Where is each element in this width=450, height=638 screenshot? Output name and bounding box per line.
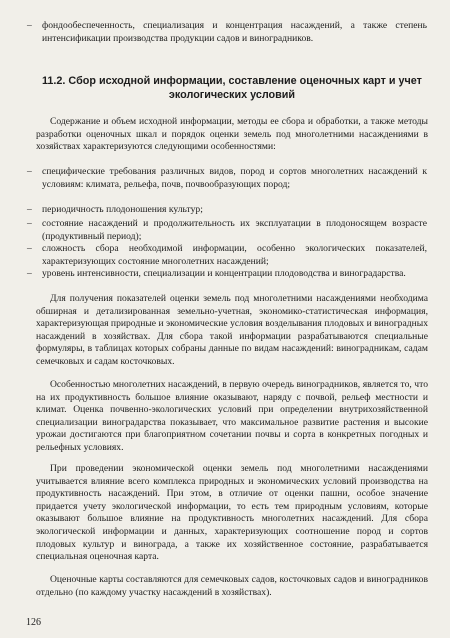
- page-number: 126: [26, 617, 41, 628]
- list-item-text: уровень интенсивности, специализации и концентрации плодоводства и виноградарства.: [42, 268, 406, 279]
- list-item-text: состояние насаждений и продолжительность их эксплуатации в плодоносящем возрасте (продуктивный период);: [42, 218, 427, 242]
- dash-bullet: –: [27, 218, 32, 229]
- list-item: [27, 243, 427, 268]
- list-item: [27, 166, 427, 191]
- dash-bullet: –: [27, 166, 32, 177]
- list-item: [27, 218, 427, 243]
- dash-bullet: –: [27, 20, 32, 31]
- dash-bullet: –: [27, 243, 32, 254]
- list-item-text: фондообеспеченность, специализация и концентрация насаждений, а также степень интенсификации производства продукции садов и виноградников.: [42, 20, 427, 44]
- body-paragraph: При проведении экономической оценки земель под многолетними насаждениями учитывается влияние всего комплекса природных и экономических условий производства на продуктивность насаждений. При этом, в отличие от оценки пашни, особое значение придается учету экологической информации, то есть тем природным условиям, которые оказывают большое влияние на продуктивность многолетних насаждений. Для сбора экологической информации и данных, характеризующих соотношение пород и сортов плодовых культур и винограда, а также их хозяйственное состояние, разрабатывается специальная оценочная карта.: [36, 463, 428, 563]
- section-heading: 11.2. Сбор исходной информации, составление оценочных карт и учет экологических условий: [42, 75, 422, 101]
- dash-bullet: –: [27, 268, 32, 279]
- list-item-text: периодичность плодоношения культур;: [42, 204, 203, 215]
- body-paragraph: Оценочные карты составляются для семечковых садов, косточковых садов и виноградников отдельно (по каждому участку насаждений в хозяйствах).: [36, 574, 428, 598]
- list-item: [27, 20, 427, 45]
- list-item-text: сложность сбора необходимой информации, особенно экологических показателей, характеризующих состояние многолетних насаждений;: [42, 243, 427, 267]
- body-paragraph: Особенностью многолетних насаждений, в первую очередь виноградников, является то, что на их продуктивность большое влияние оказывают, наряду с почвой, рельеф местности и климат. Оценка почвенно-экологических условий при определении внутрихозяйственной специализации виноградарства показывает, что максимальное развитие растения и высокие урожаи достигаются при благоприятном сочетании почвы и сорта в конкретных погодных и рельефных условиях.: [36, 379, 428, 453]
- dash-bullet: –: [27, 204, 32, 215]
- body-paragraph: Для получения показателей оценки земель под многолетними насаждениями необходима обширная и детализированная земельно-учетная, экономико-статистическая информация, характеризующая природные и экономические условия возделывания плодовых и виноградных насаждений в хозяйствах. Для сбора такой информации разрабатываются специальные формуляры, в таблицах которых собраны данные по видам насаждений: виноградникам, садам семечковых и садам косточковых.: [36, 293, 428, 367]
- list-item: [27, 268, 427, 281]
- list-item-text: специфические требования различных видов, пород и сортов многолетних насаждений к условиям: климата, рельефа, почв, почвообразующих пород;: [42, 166, 427, 190]
- list-item: [27, 204, 427, 217]
- intro-paragraph: Содержание и объем исходной информации, методы ее сбора и обработки, а также методы разработки оценочных шкал и порядок оценки земель под многолетними насаждениями в хозяйствах характеризуются следующими особенностями:: [36, 116, 428, 153]
